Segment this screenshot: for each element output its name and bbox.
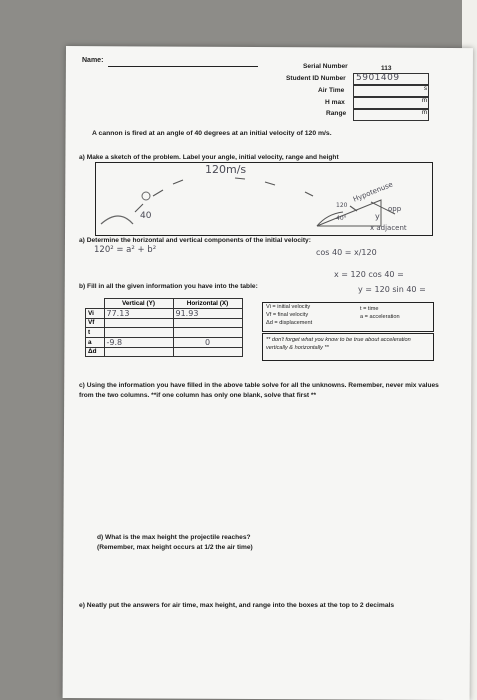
legend-vf: Vf = final velocity [266,312,309,318]
kinematics-table [85,298,243,357]
row-label-a: a [86,337,105,347]
hw-vertical-vi: 77.13 [106,308,130,318]
part-a2-prompt: a) Determine the horizontal and vertical components of the initial velocity: [79,237,311,244]
part-c-prompt: c) Using the information you have filled in the above table solve for all the unknowns. Remember, never mix values from the two columns. **if one column has only one blank, solve that first ** [79,382,439,399]
cell-horizontal-dd[interactable] [173,347,242,357]
hw-horizontal-a: 0 [204,337,211,347]
air-time-box[interactable] [353,85,429,97]
hw-adjacent: x adjacent [370,224,407,232]
hw-vertical-a: -9.8 [106,337,123,347]
row-label-vf: Vf [86,318,105,328]
part-a-prompt: a) Make a sketch of the problem. Label your angle, initial velocity, range and height [79,154,339,161]
student-id-value: 5901409 [356,73,400,83]
col-vertical: Vertical (Y) [104,299,173,309]
trajectory-dashes-icon [135,178,357,212]
legend-a: a = acceleration [360,314,400,320]
part-d-prompt: d) What is the max height the projectile reaches? (Remember, max height occurs at 1/2 the air time) [97,534,253,551]
hmax-label: H max [325,99,345,106]
legend-vi: Vi = initial velocity [266,304,311,310]
part-e-prompt: e) Neatly put the answers for air time, max height, and range into the boxes at the top to 2 decimals [79,602,395,609]
hw-small-v: 120 [336,202,348,209]
hw-y: y [375,212,380,221]
air-time-label: Air Time [318,87,345,94]
cannon-sketch-icon [101,216,133,224]
cell-vertical-t[interactable] [104,328,173,338]
legend-dd: Δd = displacement [266,320,313,326]
cell-horizontal-a[interactable] [173,337,242,347]
cell-vertical-vf[interactable] [104,318,173,328]
air-time-unit: s [424,86,427,92]
name-label: Name: [82,57,104,64]
hw-hypotenuse: Hypotenuse [352,180,394,204]
legend-t: t = time [360,306,379,312]
cell-vertical-vi[interactable] [104,308,173,318]
hw-velocity: 120m/s [205,163,247,176]
row-label-dd: Δd [86,347,105,357]
hmax-box[interactable] [353,97,429,109]
hmax-unit: m [422,98,427,104]
note-text: ** don't forget what you know to be true about acceleration vertically & horizontally ** [266,337,411,351]
hw-angle: 40 [140,211,152,221]
serial-number-value: 113 [381,65,392,72]
name-line [108,66,258,67]
cell-vertical-a[interactable] [104,337,173,347]
hw-opp: opp [388,205,402,213]
hw-eq4: y = 120 sin 40 = [358,285,426,294]
hw-small-angle: 40° [336,215,347,222]
cell-horizontal-vi[interactable] [173,308,242,318]
hw-eq3: x = 120 cos 40 = [334,270,404,279]
part-b-prompt: b) Fill in all the given information you have into the table: [79,283,258,290]
range-unit: m [422,110,427,116]
student-id-label: Student ID Number [286,75,346,82]
hw-eq2: cos 40 = x/120 [316,248,377,257]
range-label: Range [326,110,347,117]
col-horizontal: Horizontal (X) [173,299,242,309]
serial-number-label: Serial Number [303,63,348,70]
cell-vertical-dd[interactable] [104,347,173,357]
velocity-triangle-icon [317,200,395,226]
problem-statement: A cannon is fired at an angle of 40 degrees at an initial velocity of 120 m/s. [92,130,332,137]
hw-horizontal-vi: 91.93 [175,308,199,318]
cell-horizontal-t[interactable] [173,328,242,338]
range-box[interactable] [353,109,429,121]
angle-arc-icon [142,192,150,200]
hw-eq1: 120² = a² + b² [94,245,157,255]
row-label-vi: Vi [86,308,105,318]
cell-horizontal-vf[interactable] [173,318,242,328]
row-label-t: t [86,328,105,338]
